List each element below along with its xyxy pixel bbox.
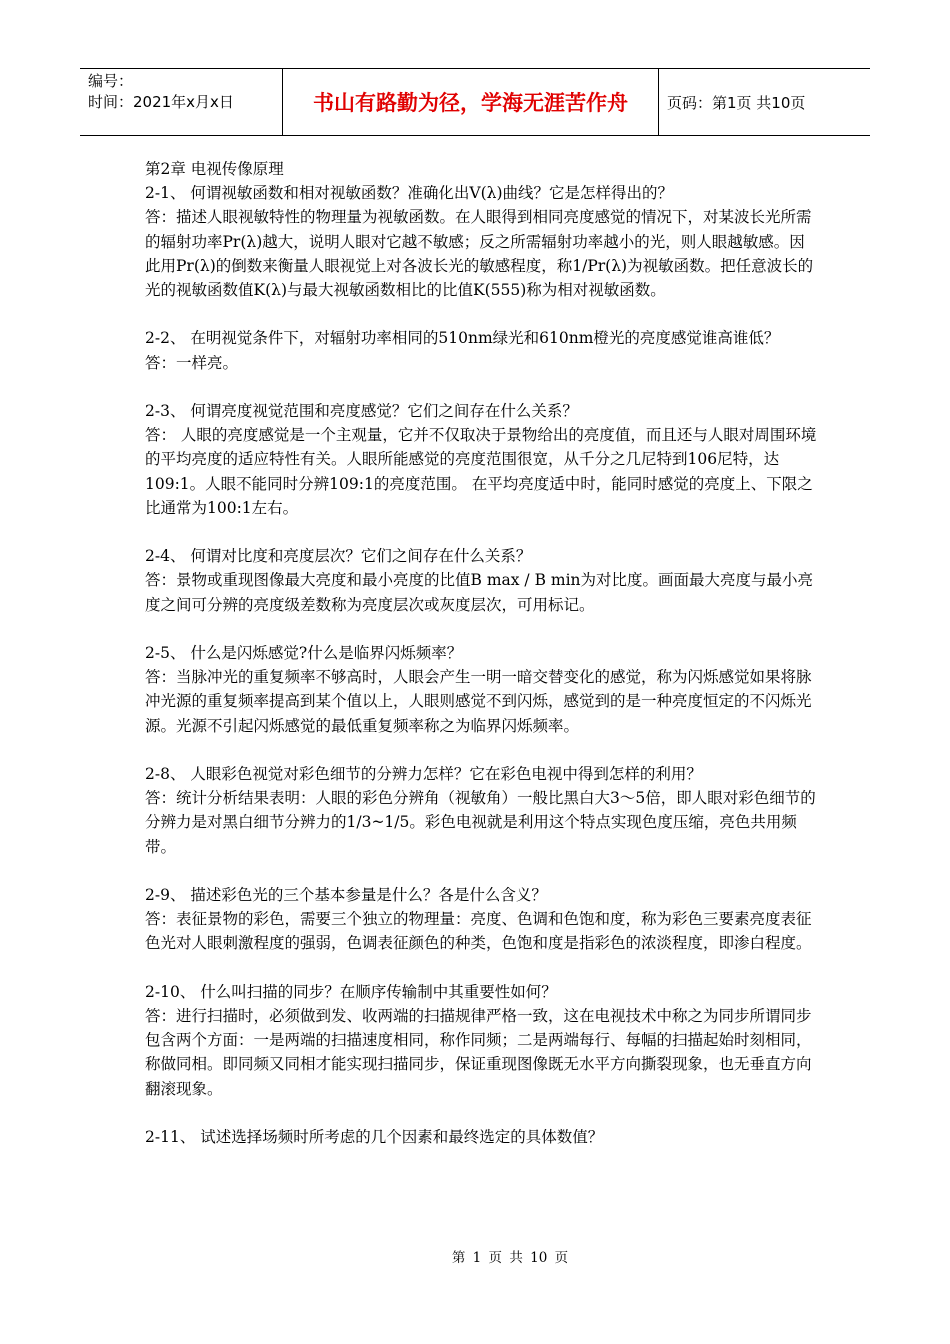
qa-item (145, 399, 820, 520)
page-header (80, 68, 870, 136)
document-body (145, 157, 820, 1173)
chapter-title: 第2章 电视传像原理 (145, 160, 284, 178)
answer: 答：统计分析结果表明：人眼的彩色分辨角（视敏角）一般比黑白大3～5倍，即人眼对彩色细节的分辨力是对黑白细节分辨力的1/3~1/5。彩色电视就是利用这个特点实现色度压缩，亮色共用频带。 (145, 789, 816, 856)
header-motto: 书山有路勤为径，学海无涯苦作舟 (282, 69, 659, 135)
question: 2-5、 什么是闪烁感觉?什么是临界闪烁频率？ (145, 644, 463, 662)
header-page-info: 页码：第1页 共10页 (667, 93, 806, 112)
qa-item (145, 980, 820, 1101)
question: 2-9、 描述彩色光的三个基本参量是什么？各是什么含义？ (145, 886, 547, 904)
code-label: 编号： (88, 72, 134, 90)
page-footer: 第 1 页 共 10 页 (451, 1250, 569, 1266)
question: 2-2、 在明视觉条件下，对辐射功率相同的510nm绿光和610nm橙光的亮度感觉谁高谁低？ (145, 329, 780, 348)
answer: 答：表征景物的彩色，需要三个独立的物理量：亮度、色调和色饱和度，称为彩色三要素亮度表征色光对人眼刺激程度的强弱，色调表征颜色的种类，色饱和度是指彩色的浓淡程度，即渗白程度。 (145, 910, 812, 953)
qa-item (145, 1125, 820, 1149)
question: 2-11、 试述选择场频时所考虑的几个因素和最终选定的具体数值？ (145, 1128, 604, 1146)
date-label: 时间：2021年x月x日 (88, 93, 234, 111)
question: 2-1、 何谓视敏函数和相对视敏函数？准确化出V(λ)曲线？它是怎样得出的？ (145, 184, 674, 203)
qa-item (145, 641, 820, 738)
qa-item (145, 544, 820, 617)
question: 2-4、 何谓对比度和亮度层次？它们之间存在什么关系？ (145, 547, 532, 566)
header-meta (80, 69, 282, 135)
qa-item (145, 181, 820, 302)
question: 2-3、 何谓亮度视觉范围和亮度感觉？它们之间存在什么关系？ (145, 402, 578, 420)
qa-item (145, 326, 820, 374)
answer: 答：进行扫描时，必须做到发、收两端的扫描规律严格一致，这在电视技术中称之为同步所谓同步包含两个方面：一是两端的扫描速度相同，称作同频；二是两端每行、每幅的扫描起始时刻相同，称做同相。即同频又同相才能实现扫描同步，保证重现图像既无水平方向撕裂现象，也无垂直方向翻滚现象。 (145, 1007, 812, 1098)
answer: 答：描述人眼视敏特性的物理量为视敏函数。在人眼得到相同亮度感觉的情况下，对某波长光所需的辐射功率Pr(λ)越大，说明人眼对它越不敏感；反之所需辐射功率越小的光，则人眼越敏感。因此用Pr(λ)的倒数来衡量人眼视觉上对各波长光的敏感程度，称1/Pr(λ)为视敏函数。把任意波长的光的视敏函数值K(λ)与最大视敏函数相比的比值K(555)称为相对视敏函数。 (145, 208, 814, 300)
question: 2-10、 什么叫扫描的同步？在顺序传输制中其重要性如何？ (145, 982, 557, 1001)
answer: 答：景物或重现图像最大亮度和最小亮度的比值B max / B min为对比度。画面最大亮度与最小亮度之间可分辨的亮度级差数称为亮度层次或灰度层次，可用标记。 (145, 571, 814, 614)
answer: 答： 人眼的亮度感觉是一个主观量，它并不仅取决于景物给出的亮度值，而且还与人眼对周围环境的平均亮度的适应特性有关。人眼所能感觉的亮度范围很宽，从千分之几尼特到106尼特，达109:1。人眼不能同时分辨109:1的亮度范围。 在平均亮度适中时，能同时感觉的亮度上、下限之比通常为100:1左右。 (145, 426, 817, 517)
answer: 答：一样亮。 (145, 353, 239, 372)
qa-item (145, 883, 820, 956)
answer: 答：当脉冲光的重复频率不够高时，人眼会产生一明一暗交替变化的感觉，称为闪烁感觉如果将脉冲光源的重复频率提高到某个值以上，人眼则感觉不到闪烁，感觉到的是一种亮度恒定的不闪烁光源。光源不引起闪烁感觉的最低重复频率称之为临界闪烁频率。 (145, 668, 812, 735)
qa-item (145, 762, 820, 859)
question: 2-8、 人眼彩色视觉对彩色细节的分辨力怎样？它在彩色电视中得到怎样的利用？ (145, 765, 702, 783)
